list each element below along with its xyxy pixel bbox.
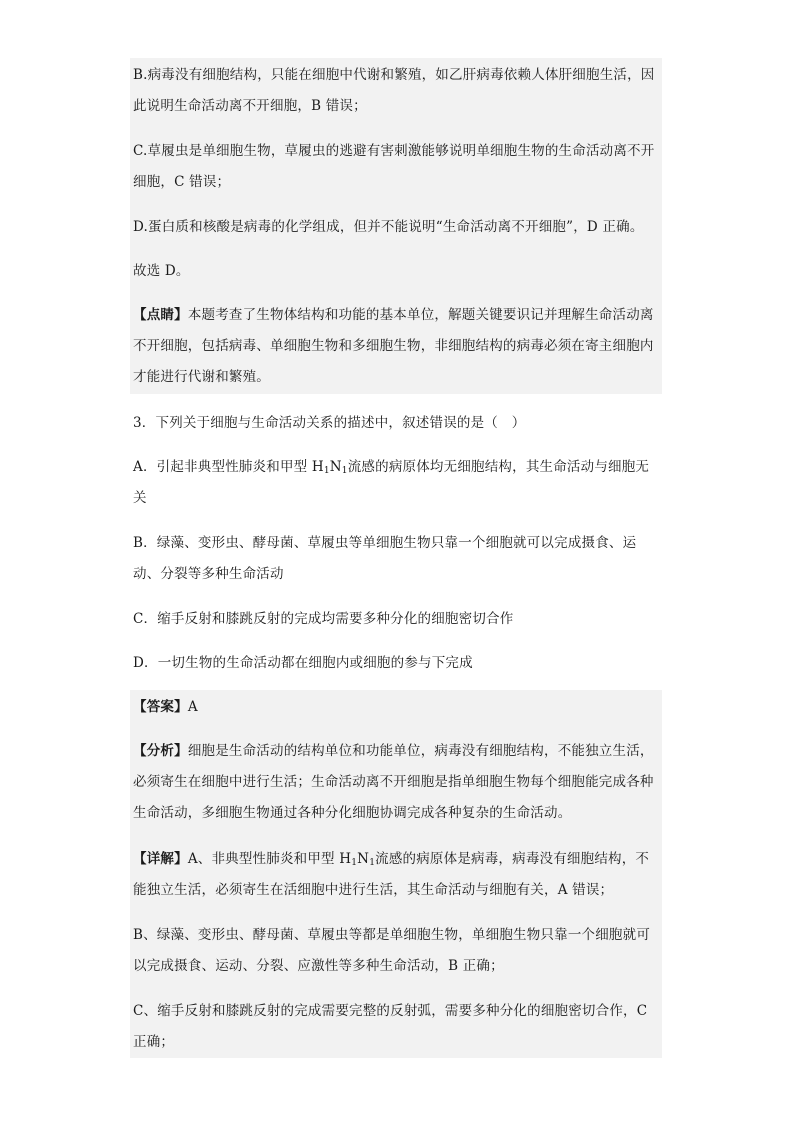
detail-a-subscript-1: 1 — [351, 858, 358, 868]
analysis-paragraph — [133, 736, 659, 829]
explanation-option-b: B.病毒没有细胞结构，只能在细胞中代谢和繁殖，如乙肝病毒依赖人体肝细胞生活，因此说明生命活动离不开细胞，B 错误； — [133, 67, 655, 114]
answer-line — [133, 692, 659, 723]
comment-text: 本题考查了生物体结构和功能的基本单位，解题关键要识记并理解生命活动离不开细胞，包括病毒、单细胞生物和多细胞生物，非细胞结构的病毒必须在寄主细胞内才能进行代谢和繁殖。 — [133, 307, 654, 385]
detail-a-text-post: 流感的病原体是病毒，病毒没有细胞结构，不能独立生活，必须寄生在活细胞中进行生活，其生命活动与细胞有关，A 错误； — [133, 851, 650, 898]
analysis-text: 细胞是生命活动的结构单位和功能单位，病毒没有细胞结构，不能独立生活，必须寄生在细胞中进行生活；生命活动离不开细胞是指单细胞生物每个细胞能完成各种生命活动，多细胞生物通过各种分化细胞协调完成各种复杂的生命活动。 — [133, 743, 654, 821]
question-option-a — [133, 452, 659, 514]
option-a-text-mid: N — [329, 459, 342, 475]
explanation-option-d: D.蛋白质和核酸是病毒的化学组成，但并不能说明“生命活动离不开细胞”，D 正确。 — [133, 219, 644, 235]
detail-paragraph-b: B、绿藻、变形虫、酵母菌、草履虫等都是单细胞生物，单细胞生物只靠一个细胞就可以完成摄食、运动、分裂、应激性等多种生命活动，B 正确； — [133, 927, 651, 974]
explanation-option-c: C.草履虫是单细胞生物，草履虫的逃避有害刺激能够说明单细胞生物的生命活动离不开细胞，C 错误； — [133, 143, 655, 190]
comment-label: 【点睛】 — [133, 307, 188, 323]
detail-paragraph-c: C、缩手反射和膝跳反射的完成需要完整的反射弧，需要多种分化的细胞密切合作，C 正确； — [133, 1003, 652, 1050]
detail-a-subscript-2: 1 — [369, 858, 376, 868]
question-option-b: B．绿藻、变形虫、酵母菌、草履虫等单细胞生物只靠一个细胞就可以完成摄食、运动、分裂等多种生命活动 — [133, 535, 637, 582]
answer-label: 【答案】 — [133, 699, 188, 715]
detail-a-text-pre: A、非典型性肺炎和甲型 H — [187, 851, 352, 867]
detail-label: 【详解】 — [133, 851, 188, 867]
option-a-text-pre: A．引起非典型性肺炎和甲型 H — [133, 459, 324, 475]
question-option-d: D．一切生物的生命活动都在细胞内或细胞的参与下完成 — [133, 655, 473, 671]
detail-paragraph-a — [133, 844, 659, 906]
explanation-conclusion: 故选 D。 — [133, 263, 190, 279]
analysis-label: 【分析】 — [133, 743, 188, 759]
option-a-subscript-2: 1 — [341, 466, 348, 476]
option-a-subscript-1: 1 — [323, 466, 330, 476]
question-stem: 3．下列关于细胞与生命活动关系的描述中，叙述错误的是（ ） — [133, 415, 526, 431]
question-option-c: C．缩手反射和膝跳反射的完成均需要多种分化的细胞密切合作 — [133, 611, 514, 627]
option-a-text-post: 流感的病原体均无细胞结构，其生命活动与细胞无关 — [133, 459, 650, 506]
answer-value: A — [187, 699, 198, 715]
explanation-comment — [133, 300, 659, 393]
detail-a-text-mid: N — [357, 851, 370, 867]
